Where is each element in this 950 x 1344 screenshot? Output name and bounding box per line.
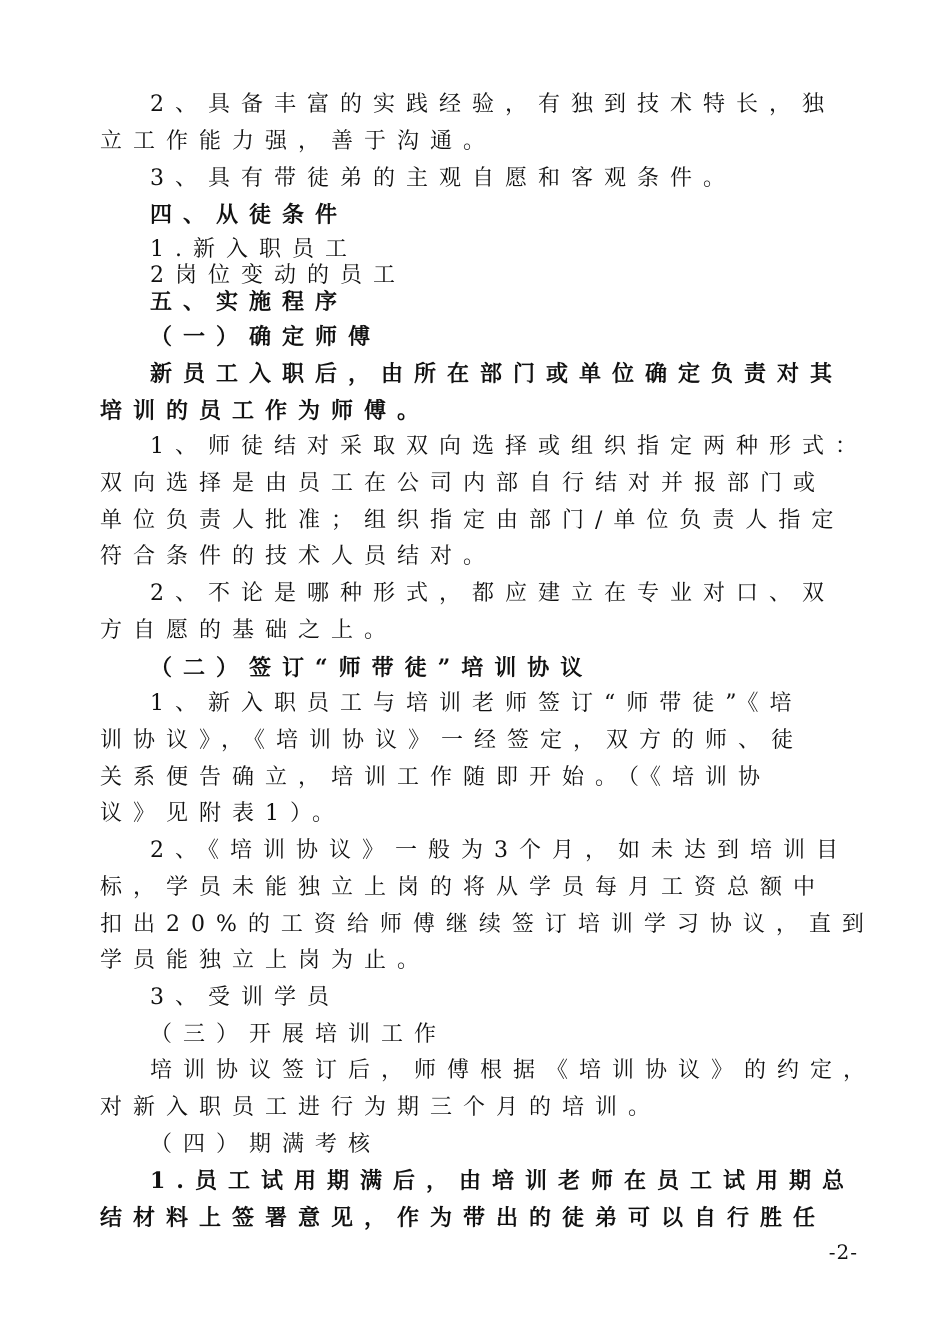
text-line: 3、具有带徒弟的主观自愿和客观条件。 (150, 166, 736, 191)
text-line: 新员工入职后，由所在部门或单位确定负责对其 (150, 361, 844, 387)
text-line: 立工作能力强，善于沟通。 (100, 129, 497, 154)
text-line: 议》见附表1）。 (100, 801, 345, 826)
text-line: 学员能独立上岗为止。 (100, 948, 431, 973)
text-line: 3、受训学员 (150, 985, 340, 1010)
text-line: 1.员工试用期满后，由培训老师在员工试用期总 (150, 1168, 855, 1194)
text-line: 对新入职员工进行为期三个月的培训。 (100, 1095, 662, 1120)
text-line: 1、师徒结对采取双向选择或组织指定两种形式： (150, 434, 868, 459)
text-line: 单位负责人批准；组织指定由部门/单位负责人指定 (100, 508, 845, 533)
text-line: 标，学员未能独立上岗的将从学员每月工资总额中 (100, 875, 827, 900)
text-line: 培训的员工作为师傅。 (100, 398, 431, 424)
text-line: 培训协议签订后，师傅根据《培训协议》的约定， (150, 1058, 877, 1083)
section-heading: 五、实施程序 (150, 289, 349, 315)
subsection-heading: （三）开展培训工作 (150, 1022, 448, 1047)
list-item: 2岗位变动的员工 (150, 263, 406, 288)
subsection-heading: （四）期满考核 (150, 1132, 382, 1157)
section-heading: 四、从徒条件 (150, 202, 349, 228)
text-line: 符合条件的技术人员结对。 (100, 544, 497, 569)
text-line: 结材料上签署意见，作为带出的徒弟可以自行胜任 (100, 1205, 827, 1231)
list-item: 1.新入职员工 (150, 237, 358, 262)
text-line: 训协议》，《培训协议》一经签定，双方的师、徒 (100, 728, 805, 753)
text-line: 双向选择是由员工在公司内部自行结对并报部门或 (100, 471, 827, 496)
text-line: 方自愿的基础之上。 (100, 618, 398, 643)
text-line: 关系便告确立，培训工作随即开始。（《培训协 (100, 765, 772, 790)
text-line: 扣出20%的工资给师傅继续签订培训学习协议，直到 (100, 912, 875, 937)
text-line: 2、《培训协议》一般为3个月，如未达到培训目 (150, 838, 849, 863)
subsection-heading: （一）确定师傅 (150, 324, 382, 350)
text-line: 1、新入职员工与培训老师签订“师带徒”《培 (150, 691, 803, 716)
text-line: 2、具备丰富的实践经验，有独到技术特长，独 (150, 92, 835, 117)
subsection-heading: （二）签订“师带徒”培训协议 (150, 655, 594, 681)
text-line: 2、不论是哪种形式，都应建立在专业对口、双 (150, 581, 835, 606)
page-number: -2- (828, 1240, 858, 1264)
